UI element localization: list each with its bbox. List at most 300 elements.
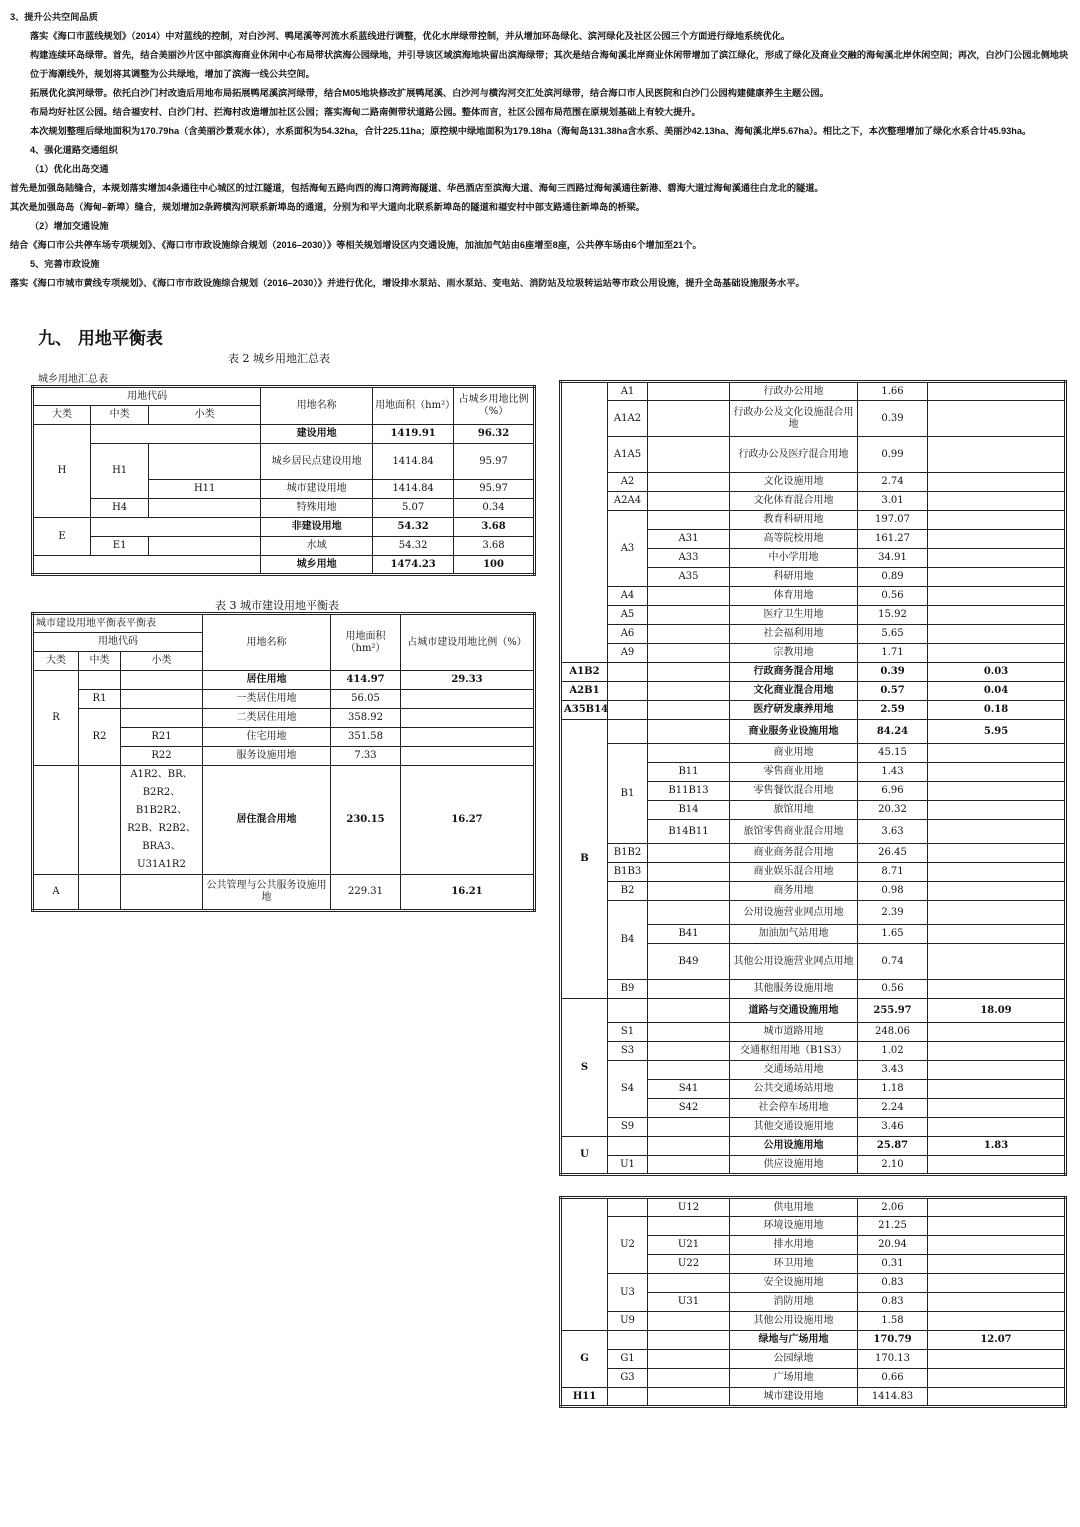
cell-name: 中小学用地: [730, 549, 858, 568]
cell-ratio: [928, 844, 1066, 863]
th-major: 大类: [33, 652, 79, 671]
cell-area: 7.33: [331, 747, 401, 766]
cell-mid: H1: [91, 444, 149, 499]
paragraph: 本次规划整理后绿地面积为170.79ha（含美丽沙景观水体），水系面积为54.32ha，合计225.11ha；原控规中绿地面积为179.18ha（海甸岛131.38ha含水系、美丽沙42.13ha、海甸溪北岸5.67ha）。相比之下，本次整理增加了绿化水系合计45.93ha。: [30, 126, 1032, 136]
cell-area: 0.39: [858, 663, 928, 682]
cell-mid: B1B3: [608, 863, 648, 882]
th-mid: 中类: [79, 652, 121, 671]
cell-name: 其他交通设施用地: [730, 1118, 858, 1137]
cell-mid: [608, 720, 648, 744]
table-right: [559, 380, 1067, 1176]
cell-mid: [608, 1388, 648, 1407]
cell-minor: [648, 1388, 730, 1407]
cell-mid: S9: [608, 1118, 648, 1137]
cell-ratio: 0.34: [454, 499, 535, 518]
table-right-2: [559, 1196, 1067, 1408]
cell-ratio: [928, 382, 1066, 401]
cell-name: 道路与交通设施用地: [730, 999, 858, 1023]
cell-name: 其他服务设施用地: [730, 980, 858, 999]
cell-ratio: [928, 1274, 1066, 1293]
cell-minor: B11B13: [648, 782, 730, 801]
cell-mid: [608, 1331, 648, 1350]
table-row: [561, 901, 1066, 925]
cell-major: A: [33, 875, 79, 911]
cell-ratio: [928, 1312, 1066, 1331]
cell-minor: B41: [648, 925, 730, 944]
table2-caption: 表 2 城乡用地汇总表: [228, 352, 330, 365]
cell-name: 医疗研发康养用地: [730, 701, 858, 720]
cell-name: 居住用地: [203, 671, 331, 690]
paragraph: 落实《海口市城市黄线专项规划》、《海口市市政设施综合规划（2016–2030）》并进行优化，增设排水泵站、雨水泵站、变电站、消防站及垃圾转运站等市政公用设施，提升全岛基础设施服务水平。: [10, 278, 805, 288]
cell-name: 非建设用地: [261, 518, 373, 537]
table-row: [561, 644, 1066, 663]
cell-ratio: 0.18: [928, 701, 1066, 720]
heading-4: 4、强化道路交通组织: [30, 145, 118, 155]
cell-area: 3.46: [858, 1118, 928, 1137]
cell-mid: B2: [608, 882, 648, 901]
cell-ratio: [928, 782, 1066, 801]
cell-area: 2.24: [858, 1099, 928, 1118]
cell-area: 20.94: [858, 1236, 928, 1255]
cell-name: 行政办公及医疗混合用地: [730, 437, 858, 473]
cell-area: 54.32: [373, 518, 454, 537]
cell-name: 宗教用地: [730, 644, 858, 663]
th-area: 用地面积（hm²）: [331, 614, 401, 671]
cell-name: 高等院校用地: [730, 530, 858, 549]
cell-name: 消防用地: [730, 1293, 858, 1312]
cell-name: 其他公用设施用地: [730, 1312, 858, 1331]
text-block: [10, 8, 1072, 293]
cell-name: 旅馆零售商业混合用地: [730, 820, 858, 844]
cell-ratio: [928, 1080, 1066, 1099]
cell-ratio: [928, 1099, 1066, 1118]
cell-mid: E1: [91, 537, 149, 556]
cell-name: 社会福利用地: [730, 625, 858, 644]
cell-minor: B14: [648, 801, 730, 820]
cell-name: 城市建设用地: [730, 1388, 858, 1407]
th-name: 用地名称: [203, 614, 331, 671]
cell-minor: [648, 1118, 730, 1137]
cell-ratio: [928, 1118, 1066, 1137]
table-row: [561, 1388, 1066, 1407]
cell-minor: [648, 744, 730, 763]
cell-name: 公用设施用地: [730, 1137, 858, 1156]
cell-area: 358.92: [331, 709, 401, 728]
cell-ratio: [928, 1350, 1066, 1369]
cell-name: 一类居住用地: [203, 690, 331, 709]
table-row: [561, 437, 1066, 473]
cell-name: 商业商务混合用地: [730, 844, 858, 863]
cell-area: 1414.84: [373, 480, 454, 499]
cell-ratio: [928, 473, 1066, 492]
cell-name: 体育用地: [730, 587, 858, 606]
cell-area: 0.89: [858, 568, 928, 587]
cell-mid: B1B2: [608, 844, 648, 863]
cell-ratio: [928, 568, 1066, 587]
table-row: [561, 1023, 1066, 1042]
cell-area: 84.24: [858, 720, 928, 744]
cell-name: 商业娱乐混合用地: [730, 863, 858, 882]
cell-name: 城乡用地: [261, 556, 373, 575]
cell-minor: H11: [149, 480, 261, 499]
cell-name: 住宅用地: [203, 728, 331, 747]
table-row: [561, 863, 1066, 882]
cell-area: 25.87: [858, 1137, 928, 1156]
table2: [31, 385, 536, 576]
cell-name: 特殊用地: [261, 499, 373, 518]
cell-major: A35B14: [561, 701, 608, 720]
cell-minor: [648, 1331, 730, 1350]
cell-area: 1.58: [858, 1312, 928, 1331]
table-row: [561, 511, 1066, 530]
cell-ratio: [928, 1023, 1066, 1042]
cell-ratio: [928, 980, 1066, 999]
cell-mid: [608, 701, 648, 720]
cell-name: 其他公用设施营业网点用地: [730, 944, 858, 980]
cell-ratio: [928, 644, 1066, 663]
cell-mid: G1: [608, 1350, 648, 1369]
cell-ratio: [928, 744, 1066, 763]
cell-minor: A1R2、BR、B2R2、B1B2R2、R2B、R2B2、BRA3、U31A1R2: [121, 766, 203, 875]
cell-ratio: [928, 401, 1066, 437]
cell-name: 城乡居民点建设用地: [261, 444, 373, 480]
cell-area: 26.45: [858, 844, 928, 863]
cell-area: 1.18: [858, 1080, 928, 1099]
cell-mid: H4: [91, 499, 149, 518]
cell-ratio: [928, 1061, 1066, 1080]
table-row: [561, 587, 1066, 606]
cell-minor: U22: [648, 1255, 730, 1274]
cell-minor: U21: [648, 1236, 730, 1255]
cell-ratio: 18.09: [928, 999, 1066, 1023]
cell-minor: [648, 1156, 730, 1175]
cell-minor: [648, 844, 730, 863]
cell-area: 170.79: [858, 1331, 928, 1350]
cell-name: 服务设施用地: [203, 747, 331, 766]
cell-name: 科研用地: [730, 568, 858, 587]
cell-area: 0.83: [858, 1293, 928, 1312]
cell-area: 2.10: [858, 1156, 928, 1175]
paragraph: 其次是加强岛岛（海甸–新埠）缝合，规划增加2条跨横沟河联系新埠岛的通道，分别为和平大道向北联系新埠岛的隧道和福安村中部支路通往新埠岛的桥梁。: [10, 202, 645, 212]
cell-ratio: [928, 1156, 1066, 1175]
cell-area: 0.57: [858, 682, 928, 701]
cell-area: 1419.91: [373, 425, 454, 444]
cell-ratio: [928, 801, 1066, 820]
cell-area: 0.56: [858, 587, 928, 606]
cell-name: 供应设施用地: [730, 1156, 858, 1175]
cell-mid: U9: [608, 1312, 648, 1331]
cell-ratio: 29.33: [401, 671, 535, 690]
cell-mid: B1: [608, 744, 648, 844]
cell-area: 15.92: [858, 606, 928, 625]
cell-area: 5.07: [373, 499, 454, 518]
cell-ratio: 3.68: [454, 537, 535, 556]
cell-name: 安全设施用地: [730, 1274, 858, 1293]
table-row: [561, 401, 1066, 437]
cell-minor: [648, 382, 730, 401]
cell-area: 197.07: [858, 511, 928, 530]
cell-minor: [648, 720, 730, 744]
cell-ratio: [928, 1198, 1066, 1217]
cell-ratio: [928, 587, 1066, 606]
cell-ratio: [928, 1217, 1066, 1236]
table-row: [561, 999, 1066, 1023]
cell-mid: A5: [608, 606, 648, 625]
cell-name: 文化商业混合用地: [730, 682, 858, 701]
cell-minor: [648, 644, 730, 663]
cell-minor: R21: [121, 728, 203, 747]
table-row: [561, 663, 1066, 682]
cell-name: 居住混合用地: [203, 766, 331, 875]
cell-ratio: [928, 549, 1066, 568]
cell-area: 8.71: [858, 863, 928, 882]
cell-mid: A6: [608, 625, 648, 644]
cell-ratio: [928, 882, 1066, 901]
cell-name: 公共交通场站用地: [730, 1080, 858, 1099]
paragraph: 结合《海口市公共停车场专项规划》、《海口市市政设施综合规划（2016–2030）》等相关规划增设区内交通设施，加油加气站由6座增至8座，公共停车场由6个增加至21个。: [10, 240, 702, 250]
cell-minor: [648, 999, 730, 1023]
table3-caption: 表 3 城市建设用地平衡表: [215, 599, 339, 612]
heading-3: 3、提升公共空间品质: [10, 12, 98, 22]
cell-mid: [608, 999, 648, 1023]
cell-ratio: 12.07: [928, 1331, 1066, 1350]
cell-area: 0.56: [858, 980, 928, 999]
cell-name: 公用设施营业网点用地: [730, 901, 858, 925]
cell-minor: S41: [648, 1080, 730, 1099]
cell-ratio: 0.04: [928, 682, 1066, 701]
cell-area: 255.97: [858, 999, 928, 1023]
cell-major: [561, 382, 608, 663]
table-row: [561, 682, 1066, 701]
cell-name: 供电用地: [730, 1198, 858, 1217]
cell-minor: [648, 1137, 730, 1156]
table-row: [561, 1042, 1066, 1061]
cell-mid: A2A4: [608, 492, 648, 511]
cell-minor: [648, 437, 730, 473]
cell-area: 3.63: [858, 820, 928, 844]
th-ratio: 占城市建设用地比例（%）: [401, 614, 535, 671]
cell-ratio: [928, 530, 1066, 549]
cell-mid: S4: [608, 1061, 648, 1118]
cell-area: 414.97: [331, 671, 401, 690]
cell-ratio: [928, 606, 1066, 625]
cell-mid: A4: [608, 587, 648, 606]
cell-minor: A35: [648, 568, 730, 587]
cell-mid: A9: [608, 644, 648, 663]
cell-area: 3.01: [858, 492, 928, 511]
cell-name: 城市道路用地: [730, 1023, 858, 1042]
cell-area: 3.43: [858, 1061, 928, 1080]
cell-area: 0.99: [858, 437, 928, 473]
cell-minor: [648, 980, 730, 999]
cell-mid: [608, 663, 648, 682]
cell-ratio: 1.83: [928, 1137, 1066, 1156]
table-row: [561, 1118, 1066, 1137]
cell-area: 1.65: [858, 925, 928, 944]
cell-mid: R1: [79, 690, 121, 709]
cell-major: [561, 1198, 608, 1331]
cell-ratio: [928, 944, 1066, 980]
cell-ratio: [928, 1042, 1066, 1061]
cell-minor: [648, 606, 730, 625]
th-code: 用地代码: [33, 633, 203, 652]
cell-area: 5.65: [858, 625, 928, 644]
cell-minor: [648, 473, 730, 492]
table-row: [561, 625, 1066, 644]
cell-mid: A2: [608, 473, 648, 492]
cell-area: 1414.84: [373, 444, 454, 480]
table-row: [561, 844, 1066, 863]
cell-name: 文化设施用地: [730, 473, 858, 492]
cell-name: 医疗卫生用地: [730, 606, 858, 625]
cell-mid: B4: [608, 901, 648, 980]
cell-area: 2.59: [858, 701, 928, 720]
cell-area: 2.06: [858, 1198, 928, 1217]
table-row: [561, 606, 1066, 625]
cell-mid: S1: [608, 1023, 648, 1042]
cell-area: 56.05: [331, 690, 401, 709]
cell-mid: A3: [608, 511, 648, 587]
cell-name: 教育科研用地: [730, 511, 858, 530]
cell-mid: [608, 682, 648, 701]
cell-mid: A1: [608, 382, 648, 401]
table-row: [561, 882, 1066, 901]
subheading: （1）优化出岛交通: [30, 164, 109, 174]
subheading: （2）增加交通设施: [30, 221, 109, 231]
cell-area: 1.43: [858, 763, 928, 782]
cell-minor: [648, 1217, 730, 1236]
cell-minor: [648, 863, 730, 882]
heading-5: 5、完善市政设施: [30, 259, 100, 269]
cell-name: 零售商业用地: [730, 763, 858, 782]
cell-name: 公共管理与公共服务设施用地: [203, 875, 331, 911]
cell-area: 351.58: [331, 728, 401, 747]
cell-area: 1.71: [858, 644, 928, 663]
cell-ratio: 100: [454, 556, 535, 575]
cell-mid: U2: [608, 1217, 648, 1274]
cell-mid: U3: [608, 1274, 648, 1312]
cell-name: 水域: [261, 537, 373, 556]
section-title: 九、 用地平衡表: [38, 329, 163, 349]
cell-ratio: [928, 1236, 1066, 1255]
table-row: [561, 1156, 1066, 1175]
paragraph: 首先是加强岛陆缝合，本规划落实增加4条通往中心城区的过江隧道，包括海甸五路向西的海口湾跨海隧道、华邑酒店至滨海大道、海甸三西路过海甸溪通往新港、碧海大道过海甸溪通往白龙北的隧道。: [10, 183, 824, 193]
cell-ratio: 3.68: [454, 518, 535, 537]
cell-ratio: 95.97: [454, 480, 535, 499]
cell-ratio: [928, 1388, 1066, 1407]
cell-area: 230.15: [331, 766, 401, 875]
cell-area: 45.15: [858, 744, 928, 763]
cell-ratio: [928, 1369, 1066, 1388]
cell-name: 交通场站用地: [730, 1061, 858, 1080]
cell-ratio: [928, 511, 1066, 530]
table-row: [561, 1137, 1066, 1156]
cell-mid: A1A5: [608, 437, 648, 473]
cell-major: A1B2: [561, 663, 608, 682]
cell-area: 21.25: [858, 1217, 928, 1236]
cell-minor: [648, 882, 730, 901]
cell-ratio: 16.21: [401, 875, 535, 911]
cell-major: H: [33, 425, 91, 518]
cell-mid: U1: [608, 1156, 648, 1175]
cell-minor: [648, 625, 730, 644]
cell-minor: [648, 1350, 730, 1369]
cell-minor: [648, 1042, 730, 1061]
cell-name: 交通枢纽用地（B1S3）: [730, 1042, 858, 1061]
cell-ratio: 95.97: [454, 444, 535, 480]
table2-subtitle: 城乡用地汇总表: [38, 374, 108, 385]
cell-area: 6.96: [858, 782, 928, 801]
cell-major: A2B1: [561, 682, 608, 701]
cell-minor: R22: [121, 747, 203, 766]
cell-major: G: [561, 1331, 608, 1388]
table-row: [561, 1312, 1066, 1331]
cell-mid: A1A2: [608, 401, 648, 437]
cell-mid: [608, 1137, 648, 1156]
th-name: 用地名称: [261, 387, 373, 425]
cell-minor: [648, 682, 730, 701]
cell-mid: R2: [79, 709, 121, 766]
cell-ratio: [928, 625, 1066, 644]
cell-minor: [648, 701, 730, 720]
cell-major: S: [561, 999, 608, 1137]
cell-name: 商业用地: [730, 744, 858, 763]
table-row: [561, 980, 1066, 999]
cell-area: 54.32: [373, 537, 454, 556]
paragraph: 拓展优化滨河绿带。依托白沙门村改造后用地布局拓展鸭尾溪滨河绿带，结合M05地块修改扩展鸭尾溪、白沙河与横沟河交汇处滨河绿带，结合海口市人民医院和白沙门公园构建健康养生主题公园。: [30, 88, 829, 98]
cell-minor: A33: [648, 549, 730, 568]
cell-major: H11: [561, 1388, 608, 1407]
cell-name: 行政商务混合用地: [730, 663, 858, 682]
cell-major: E: [33, 518, 91, 556]
paragraph: 落实《海口市蓝线规划》（2014）中对蓝线的控制，对白沙河、鸭尾溪等河流水系蓝线进行调整，优化水岸绿带控制，并从增加环岛绿化、滨河绿化及社区公园三个方面进行绿地系统优化。: [30, 31, 791, 41]
cell-ratio: [928, 901, 1066, 925]
cell-mid: B9: [608, 980, 648, 999]
cell-name: 排水用地: [730, 1236, 858, 1255]
cell-minor: U12: [648, 1198, 730, 1217]
cell-ratio: 0.03: [928, 663, 1066, 682]
table-row: [561, 382, 1066, 401]
table-row: [561, 744, 1066, 763]
cell-area: 0.39: [858, 401, 928, 437]
cell-mid: S3: [608, 1042, 648, 1061]
table-row: [561, 1331, 1066, 1350]
cell-major: R: [33, 671, 79, 766]
table-row: [561, 1198, 1066, 1217]
cell-name: 商业服务业设施用地: [730, 720, 858, 744]
cell-minor: [648, 1312, 730, 1331]
cell-minor: A31: [648, 530, 730, 549]
cell-minor: [648, 492, 730, 511]
cell-area: 2.74: [858, 473, 928, 492]
table-row: [561, 1274, 1066, 1293]
cell-name: 零售餐饮混合用地: [730, 782, 858, 801]
th-major: 大类: [33, 406, 91, 425]
cell-minor: [648, 1274, 730, 1293]
cell-area: 0.31: [858, 1255, 928, 1274]
cell-minor: [648, 901, 730, 925]
cell-minor: U31: [648, 1293, 730, 1312]
cell-name: 商务用地: [730, 882, 858, 901]
table-row: [561, 1061, 1066, 1080]
table3: [31, 612, 536, 912]
table-row: [561, 1217, 1066, 1236]
cell-area: 34.91: [858, 549, 928, 568]
cell-minor: [648, 401, 730, 437]
cell-ratio: [928, 492, 1066, 511]
cell-area: 170.13: [858, 1350, 928, 1369]
table-row: [561, 473, 1066, 492]
